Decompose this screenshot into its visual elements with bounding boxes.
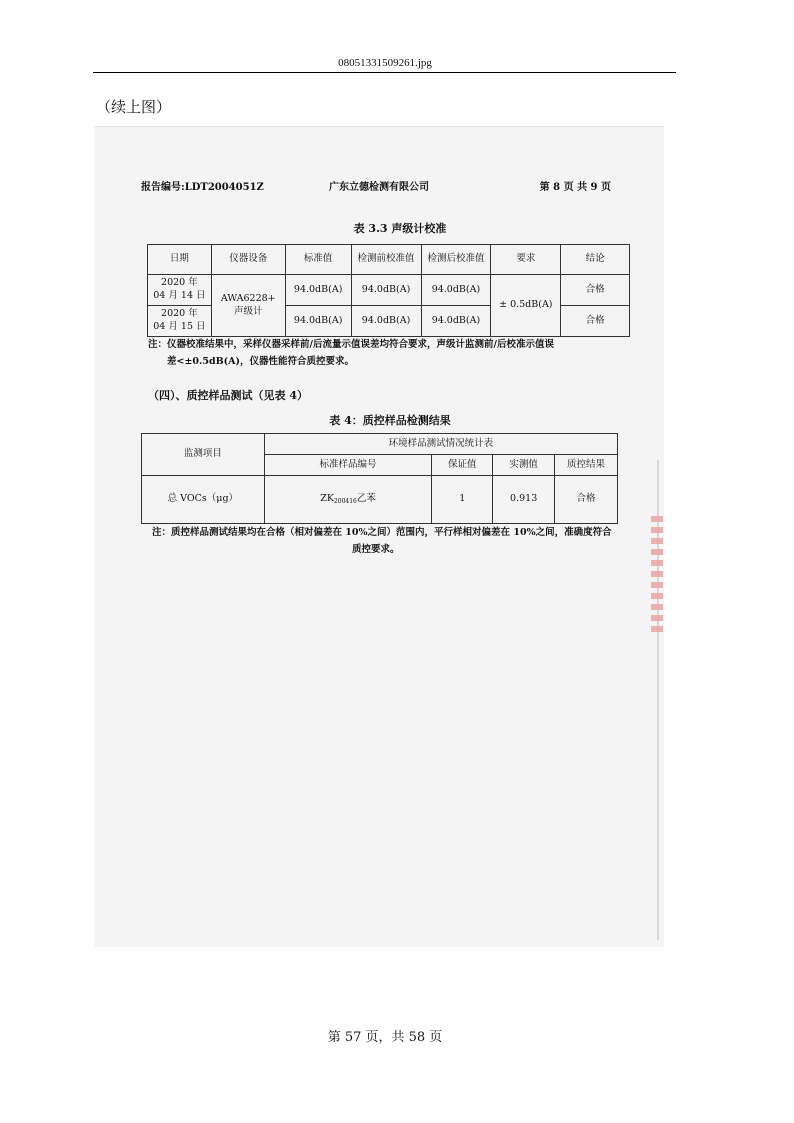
cell-sample-number: [264, 476, 432, 524]
cell-item: 总 VOCs（μg）: [142, 476, 265, 524]
header-date: 日期: [148, 245, 212, 275]
header-stats-group: 环境样品测试情况统计表: [264, 434, 617, 455]
header-before-value: 检测前校准值: [351, 245, 421, 275]
cell-after: 94.0dB(A): [421, 306, 491, 337]
header-standard-value: 标准值: [285, 245, 351, 275]
page-footer: 第 57 页，共 58 页: [327, 1030, 443, 1045]
cell-instrument: AWA6228+ 声级计: [211, 275, 285, 337]
sample-subscript: 200416: [333, 498, 357, 506]
table2-note: [152, 525, 612, 558]
header-monitoring-item: 监测项目: [142, 434, 265, 476]
header-measured-value: 实测值: [493, 455, 555, 476]
table1-note: [148, 337, 554, 370]
cell-date: 2020 年 04 月 15 日: [148, 306, 212, 337]
cell-measured: 0.913: [493, 476, 555, 524]
header-after-value: 检测后校准值: [421, 245, 491, 275]
continuation-label: （续上图）: [96, 98, 172, 116]
company-name: 广东立德检测有限公司: [329, 182, 429, 193]
cell-conclusion: 合格: [561, 275, 630, 306]
table2-note-line2: 质控要求。: [352, 543, 400, 555]
table-row: [142, 476, 618, 524]
cell-requirement: ± 0.5dB(A): [491, 275, 561, 337]
file-name-header: 08051331509261.jpg: [338, 57, 432, 69]
header-instrument: 仪器设备: [211, 245, 285, 275]
cell-standard: 94.0dB(A): [285, 306, 351, 337]
table2-note-line1: 注：质控样品测试结果均在合格（相对偏差在 10%之间）范围内，平行样相对偏差在 10%之间，准确度符合: [152, 527, 612, 538]
header-sample-number: 标准样品编号: [264, 455, 432, 476]
cell-standard: 94.0dB(A): [285, 275, 351, 306]
header-requirement: 要求: [491, 245, 561, 275]
cell-conclusion: 合格: [561, 306, 630, 337]
header-qc-result: 质控结果: [555, 455, 618, 476]
cell-date: 2020 年 04 月 14 日: [148, 275, 212, 306]
report-page-number: 第 8 页 共 9 页: [539, 182, 611, 193]
cell-guarantee: 1: [432, 476, 493, 524]
table2-group-header-row: [142, 434, 618, 455]
header-conclusion: 结论: [561, 245, 630, 275]
sound-level-calibration-table: [147, 244, 630, 337]
cell-before: 94.0dB(A): [351, 275, 421, 306]
header-rule: [93, 72, 676, 73]
table-row: [148, 275, 630, 306]
cell-result: 合格: [555, 476, 618, 524]
table1-note-line2: 差<±0.5dB(A)，仪器性能符合质控要求。: [167, 355, 354, 367]
qc-sample-table: [141, 433, 618, 524]
table1-note-line1: 注：仪器校准结果中，采样仪器采样前/后流量示值误差均符合要求，声级计监测前/后校准示值误: [148, 339, 554, 350]
cell-before: 94.0dB(A): [351, 306, 421, 337]
seal-stamp-fragment: [651, 516, 663, 636]
header-guarantee-value: 保证值: [432, 455, 493, 476]
table1-caption: 表 3.3 声级计校准: [353, 222, 447, 235]
table1-header-row: [148, 245, 630, 275]
section-4-heading: （四）、质控样品测试（见表 4）: [148, 389, 308, 402]
cell-after: 94.0dB(A): [421, 275, 491, 306]
report-number: 报告编号:LDT2004051Z: [141, 182, 264, 193]
sample-prefix: ZK: [320, 493, 334, 505]
table2-caption: 表 4：质控样品检测结果: [329, 414, 451, 427]
sample-suffix: 乙苯: [356, 493, 376, 505]
